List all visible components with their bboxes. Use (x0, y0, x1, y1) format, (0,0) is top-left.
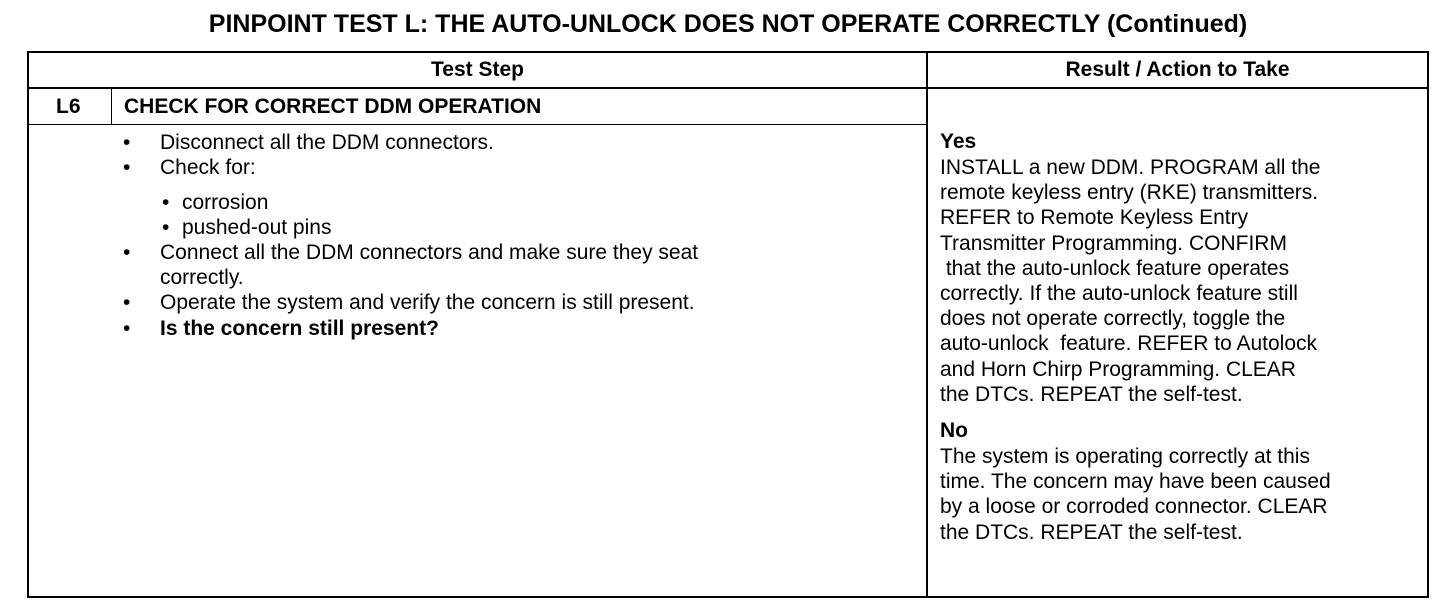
sub-bullet-marker: • (162, 216, 170, 239)
test-step-bullet: Operate the system and verify the concern is still present. (160, 291, 695, 314)
result-no-label: No (940, 419, 968, 442)
bullet-marker: • (123, 241, 131, 264)
bullet-marker: • (123, 131, 131, 154)
column-divider-step-id (111, 88, 112, 125)
result-yes-line: the DTCs. REPEAT the self-test. (940, 382, 1243, 406)
result-yes-line: INSTALL a new DDM. PROGRAM all the (940, 156, 1321, 179)
result-no-line: the DTCs. REPEAT the self-test. (940, 520, 1243, 544)
result-no-line: time. The concern may have been caused (940, 470, 1331, 494)
sub-bullet-marker: • (162, 191, 170, 214)
result-yes-line: REFER to Remote Keyless Entry (940, 206, 1249, 230)
test-step-sub-bullet: corrosion (182, 191, 269, 214)
step-id: L6 (56, 95, 81, 118)
step-title: CHECK FOR CORRECT DDM OPERATION (124, 95, 542, 118)
test-step-bullet: Connect all the DDM connectors and make sure they seat (160, 241, 699, 264)
result-no-line: The system is operating correctly at this (940, 445, 1310, 468)
result-no-text (940, 444, 1331, 545)
header-result-action: Result / Action to Take (1065, 58, 1290, 81)
bullet-marker: • (123, 317, 131, 340)
result-yes-label: Yes (940, 130, 977, 153)
test-step-bullet-continuation: correctly. (160, 266, 244, 289)
column-divider-main (926, 51, 928, 598)
page-title: PINPOINT TEST L: THE AUTO-UNLOCK DOES NOT OPERATE CORRECTLY (Continued) (208, 10, 1248, 38)
result-yes-line: and Horn Chirp Programming. CLEAR (940, 357, 1296, 381)
result-yes-line: remote keyless entry (RKE) transmitters. (940, 181, 1319, 205)
result-yes-text (940, 155, 1320, 407)
result-yes-line: Transmitter Programming. CONFIRM (940, 231, 1287, 255)
step-title-divider (27, 124, 927, 125)
test-step-sub-bullet: pushed-out pins (182, 216, 332, 239)
header-row-divider (27, 87, 1429, 89)
result-yes-line: auto-unlock feature. REFER to Autolock (940, 332, 1318, 356)
result-yes-line: correctly. If the auto-unlock feature still (940, 282, 1298, 306)
result-no-line: by a loose or corroded connector. CLEAR (940, 495, 1328, 519)
bullet-marker: • (123, 291, 131, 314)
result-yes-line: that the auto-unlock feature operates (940, 256, 1290, 280)
test-step-bullet: Disconnect all the DDM connectors. (160, 131, 494, 154)
header-test-step: Test Step (431, 58, 524, 81)
bullet-marker: • (123, 156, 131, 179)
test-step-bullet: Check for: (160, 156, 256, 179)
result-yes-line: does not operate correctly, toggle the (940, 307, 1286, 331)
test-step-question: Is the concern still present? (160, 317, 439, 340)
